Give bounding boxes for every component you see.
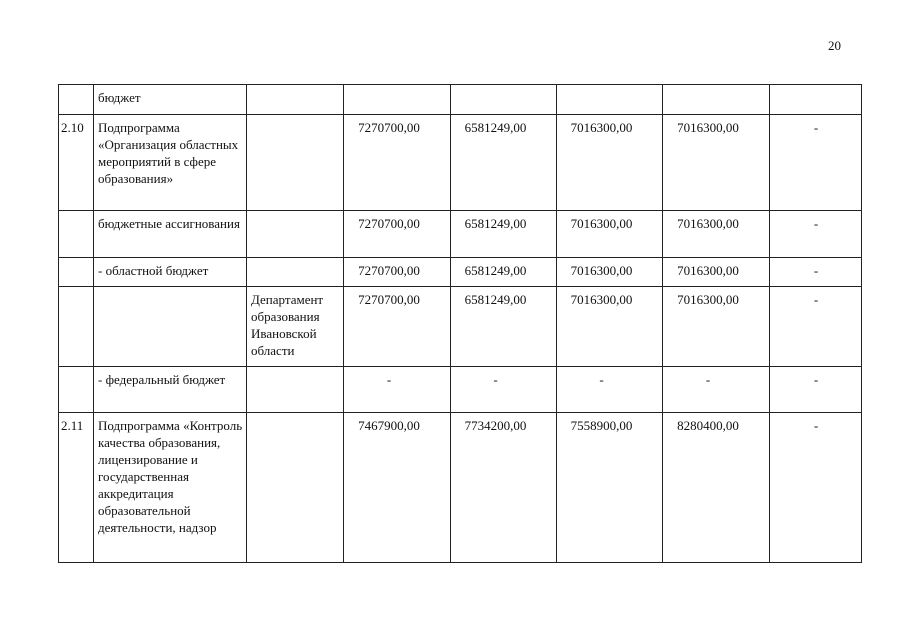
table-row bbox=[59, 115, 862, 211]
row-value-5: - bbox=[770, 115, 862, 211]
row-value-3: 7016300,00 bbox=[557, 115, 663, 211]
row-executor bbox=[247, 258, 344, 287]
table-row bbox=[59, 367, 862, 413]
row-index bbox=[59, 287, 94, 367]
row-value-2: 6581249,00 bbox=[451, 211, 557, 258]
budget-table bbox=[58, 84, 862, 563]
row-name bbox=[94, 287, 247, 367]
row-index: 2.11 bbox=[59, 413, 94, 563]
row-name: - областной бюджет bbox=[94, 258, 247, 287]
row-value-3: 7558900,00 bbox=[557, 413, 663, 563]
row-value-3: 7016300,00 bbox=[557, 287, 663, 367]
row-value-3: 7016300,00 bbox=[557, 258, 663, 287]
row-name: - федеральный бюджет bbox=[94, 367, 247, 413]
row-value-1: 7270700,00 bbox=[344, 115, 451, 211]
row-executor bbox=[247, 413, 344, 563]
row-name: бюджетные ассигнования bbox=[94, 211, 247, 258]
table-row bbox=[59, 258, 862, 287]
row-value-1: 7270700,00 bbox=[344, 258, 451, 287]
table-row bbox=[59, 211, 862, 258]
row-value-2: 6581249,00 bbox=[451, 115, 557, 211]
row-value-5: - bbox=[770, 258, 862, 287]
row-executor bbox=[247, 85, 344, 115]
row-index: 2.10 bbox=[59, 115, 94, 211]
row-index bbox=[59, 85, 94, 115]
row-index bbox=[59, 258, 94, 287]
row-value-4: - bbox=[663, 367, 770, 413]
row-index bbox=[59, 367, 94, 413]
row-value-3 bbox=[557, 85, 663, 115]
table-row bbox=[59, 287, 862, 367]
row-value-1: - bbox=[344, 367, 451, 413]
row-value-5 bbox=[770, 85, 862, 115]
row-name: бюджет bbox=[94, 85, 247, 115]
row-value-4 bbox=[663, 85, 770, 115]
row-value-5: - bbox=[770, 287, 862, 367]
row-value-2: 6581249,00 bbox=[451, 258, 557, 287]
row-value-1: 7270700,00 bbox=[344, 287, 451, 367]
row-value-4: 7016300,00 bbox=[663, 258, 770, 287]
row-value-2: 7734200,00 bbox=[451, 413, 557, 563]
row-value-5: - bbox=[770, 211, 862, 258]
row-value-2 bbox=[451, 85, 557, 115]
row-name: Подпрограмма «Организация областных мероприятий в сфере образования» bbox=[94, 115, 247, 211]
row-value-1: 7270700,00 bbox=[344, 211, 451, 258]
row-executor bbox=[247, 367, 344, 413]
row-value-3: - bbox=[557, 367, 663, 413]
row-value-1 bbox=[344, 85, 451, 115]
page-number: 20 bbox=[828, 38, 841, 53]
row-executor bbox=[247, 211, 344, 258]
row-value-4: 7016300,00 bbox=[663, 115, 770, 211]
row-value-1: 7467900,00 bbox=[344, 413, 451, 563]
row-executor bbox=[247, 115, 344, 211]
table-row bbox=[59, 85, 862, 115]
table-row bbox=[59, 413, 862, 563]
row-value-2: 6581249,00 bbox=[451, 287, 557, 367]
row-value-3: 7016300,00 bbox=[557, 211, 663, 258]
row-index bbox=[59, 211, 94, 258]
row-value-5: - bbox=[770, 413, 862, 563]
row-value-4: 7016300,00 bbox=[663, 287, 770, 367]
row-value-2: - bbox=[451, 367, 557, 413]
row-executor: Департамент образования Ивановской области bbox=[247, 287, 344, 367]
row-value-5: - bbox=[770, 367, 862, 413]
row-value-4: 8280400,00 bbox=[663, 413, 770, 563]
row-value-4: 7016300,00 bbox=[663, 211, 770, 258]
row-name: Подпрограмма «Контроль качества образования, лицензирование и государственная аккредитация образовательной деятельности, надзор bbox=[94, 413, 247, 563]
